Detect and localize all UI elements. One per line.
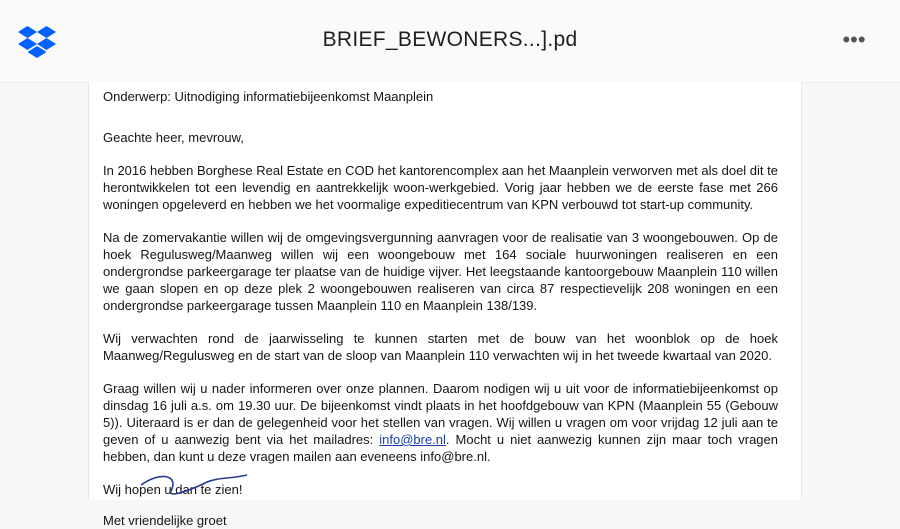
handwritten-signature-icon xyxy=(101,465,301,505)
letter-closing: Wij hopen u dan te zien! xyxy=(103,482,243,497)
letter-paragraph-2: Na de zomervakantie willen wij de omgevingsvergunning aanvragen voor de realisatie van 3 woongebouwen. Op de hoek Regulusweg/Maanweg willen wij een woongebouw met 164 sociale huurwoningen realiseren en een ondergrondse parkeergarage ter plaatse van de huidige vijver. Het leegstaande kantoorgebouw Maanplein 110 willen we gaan slopen en op deze plek 2 woongebouwen realiseren van circa 87 respectievelijk 208 woningen en een ondergrondse parkeergarage tussen Maanplein 110 en Maanplein 138/139. xyxy=(103,230,778,313)
letter-paragraph-1: In 2016 hebben Borghese Real Estate en COD het kantorencomplex aan het Maanplein verworven met als doel dit te herontwikkelen tot een levendig en aantrekkelijk woon-werkgebied. Vorig jaar hebben we de eerste fase met 266 woningen opgeleverd en hebben we het voormalige expeditiecentrum van KPN verbouwd tot start-up community. xyxy=(103,163,778,212)
document-page xyxy=(88,82,802,528)
paragraph-4-text-start: Graag willen wij u nader informeren over onze plannen. Daarom nodigen wij u uit voor de informatiebijeenkomst op dinsdag 16 juli a.s. om 19.30 uur. De bijeenkomst vindt plaats in het hoofdgebouw van KPN (Maanplein 55 (Gebouw 5)). Uiteraard is er dan de gelegenheid voor het stellen van vragen. Wij willen u vragen om voor vrijdag 12 juli aan te geven of u aanwezig bent via het mailadres: xyxy=(103,381,778,447)
email-link[interactable]: info@bre.nl xyxy=(379,432,446,447)
viewer-header xyxy=(0,0,900,83)
letter-paragraph-3: Wij verwachten rond de jaarwisseling te kunnen starten met de bouw van het woonblok op de hoek Maanweg/Regulusweg en de start van de sloop van Maanplein 110 verwachten wij in het tweede kwartaal van 2020. xyxy=(103,331,778,363)
paragraph-4-text-end: . Mocht u niet aanwezig kunnen zijn maar toch vragen hebben, dan kunt u deze vragen mailen aan eveneens info@bre.nl. xyxy=(103,432,778,464)
letter-signoff: Met vriendelijke groet xyxy=(103,513,227,528)
letter-body xyxy=(103,88,778,529)
letter-salutation: Geachte heer, mevrouw, xyxy=(103,130,244,145)
file-name-title: BRIEF_BEWONERS...].pd xyxy=(322,28,578,51)
letter-paragraph-4 xyxy=(103,380,778,465)
more-options-icon[interactable]: ••• xyxy=(842,27,866,52)
letter-subject: Onderwerp: Uitnodiging informatiebijeenkomst Maanplein xyxy=(103,89,434,104)
